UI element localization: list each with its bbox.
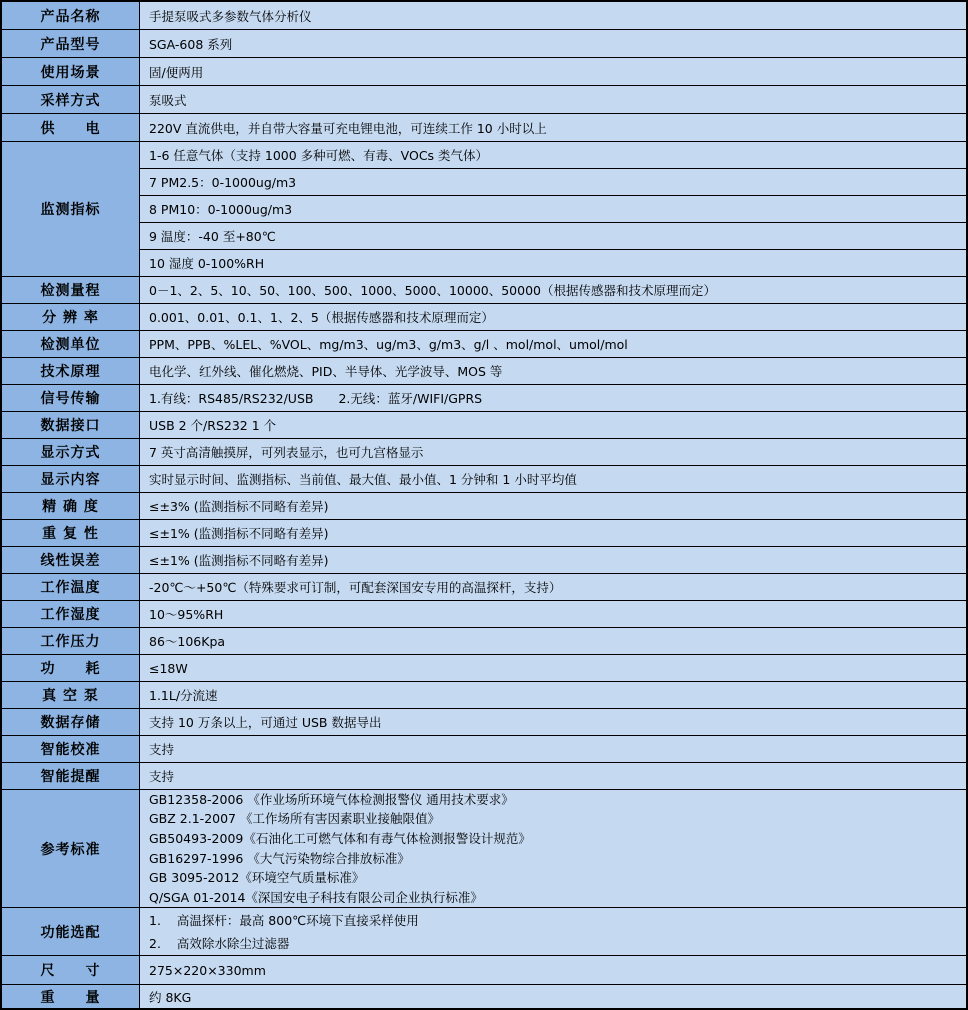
row-value: 7 英寸高清触摸屏，可列表显示，也可九宫格显示 <box>140 439 966 465</box>
standard-item: GB 3095-2012《环境空气质量标准》 <box>149 870 365 886</box>
row-label: 数据存储 <box>2 709 140 735</box>
indicator-item: 7 PM2.5：0-1000ug/m3 <box>140 169 966 196</box>
row-label: 采样方式 <box>2 86 140 113</box>
row-label: 尺 寸 <box>2 956 140 984</box>
row-value: 10～95%RH <box>140 601 966 627</box>
row-label: 技术原理 <box>2 358 140 384</box>
row-label: 线性误差 <box>2 547 140 573</box>
row-value-group <box>140 142 966 276</box>
spec-row-monitor-indicators <box>2 142 966 277</box>
indicator-item: 1-6 任意气体（支持 1000 多种可燃、有毒、VOCs 类气体） <box>140 142 966 169</box>
standard-item: GB16297-1996 《大气污染物综合排放标准》 <box>149 850 410 866</box>
spec-row-power-supply <box>2 114 966 142</box>
row-label: 检测量程 <box>2 277 140 303</box>
spec-row-data-port <box>2 412 966 439</box>
row-label: 智能校准 <box>2 736 140 762</box>
spec-row-work-temp <box>2 574 966 601</box>
row-label: 真 空 泵 <box>2 682 140 708</box>
spec-row-optional-features <box>2 908 966 956</box>
indicator-item: 8 PM10：0-1000ug/m3 <box>140 196 966 223</box>
row-value: 固/便两用 <box>140 58 966 85</box>
spec-row-smart-calibration <box>2 736 966 763</box>
row-label: 精 确 度 <box>2 493 140 519</box>
row-value: 实时显示时间、监测指标、当前值、最大值、最小值、1 分钟和 1 小时平均值 <box>140 466 966 492</box>
row-value: USB 2 个/RS232 1 个 <box>140 412 966 438</box>
spec-row-sampling <box>2 86 966 114</box>
spec-row-linearity <box>2 547 966 574</box>
row-label: 重 复 性 <box>2 520 140 546</box>
row-label: 工作湿度 <box>2 601 140 627</box>
row-label: 检测单位 <box>2 331 140 357</box>
standard-item: GB12358-2006 《作业场所环境气体检测报警仪 通用技术要求》 <box>149 791 514 807</box>
row-value-group <box>140 790 966 907</box>
spec-row-repeatability <box>2 520 966 547</box>
row-label: 信号传输 <box>2 385 140 411</box>
spec-row-power-consumption <box>2 655 966 682</box>
spec-row-resolution <box>2 304 966 331</box>
option-item: 1. 高温探杆：最高 800℃环境下直接采样使用 <box>149 912 419 928</box>
row-value: PPM、PPB、%LEL、%VOL、mg/m3、ug/m3、g/m3、g/l 、mol/mol、umol/mol <box>140 331 966 357</box>
row-label: 功 耗 <box>2 655 140 681</box>
spec-row-data-storage <box>2 709 966 736</box>
row-value: 275×220×330mm <box>140 956 966 984</box>
standard-item: GBZ 2.1-2007 《工作场所有害因素职业接触限值》 <box>149 811 440 827</box>
row-label: 显示方式 <box>2 439 140 465</box>
row-value: 0.001、0.01、0.1、1、2、5（根据传感器和技术原理而定） <box>140 304 966 330</box>
standard-item: GB50493-2009《石油化工可燃气体和有毒气体检测报警设计规范》 <box>149 830 531 846</box>
spec-row-principle <box>2 358 966 385</box>
row-label: 功能选配 <box>2 908 140 955</box>
row-value: 1.有线：RS485/RS232/USB 2.无线：蓝牙/WIFI/GPRS <box>140 385 966 411</box>
row-value: 电化学、红外线、催化燃烧、PID、半导体、光学波导、MOS 等 <box>140 358 966 384</box>
indicator-item: 9 温度：-40 至+80℃ <box>140 223 966 250</box>
row-value: 220V 直流供电，并自带大容量可充电锂电池，可连续工作 10 小时以上 <box>140 114 966 141</box>
row-label: 工作压力 <box>2 628 140 654</box>
row-label: 产品名称 <box>2 2 140 29</box>
spec-row-units <box>2 331 966 358</box>
row-label: 参考标准 <box>2 790 140 907</box>
row-value: 支持 10 万条以上，可通过 USB 数据导出 <box>140 709 966 735</box>
indicator-item: 10 湿度 0-100%RH <box>149 256 265 271</box>
row-value: 86～106Kpa <box>140 628 966 654</box>
row-label: 显示内容 <box>2 466 140 492</box>
spec-row-model <box>2 30 966 58</box>
row-label: 供 电 <box>2 114 140 141</box>
row-label: 使用场景 <box>2 58 140 85</box>
row-value: 0－1、2、5、10、50、100、500、1000、5000、10000、50000（根据传感器和技术原理而定） <box>140 277 966 303</box>
spec-row-reference-standards <box>2 790 966 908</box>
spec-row-work-pressure <box>2 628 966 655</box>
spec-row-display-mode <box>2 439 966 466</box>
row-value: -20℃～+50℃（特殊要求可订制，可配套深国安专用的高温探杆，支持） <box>140 574 966 600</box>
row-value: 支持 <box>140 763 966 789</box>
row-value: ≤±1% (监测指标不同略有差异) <box>140 520 966 546</box>
row-value: 手提泵吸式多参数气体分析仪 <box>140 2 966 29</box>
row-label: 数据接口 <box>2 412 140 438</box>
row-value: 约 8KG <box>140 985 966 1008</box>
row-label: 监测指标 <box>2 142 140 276</box>
spec-row-dimensions <box>2 956 966 985</box>
spec-row-signal <box>2 385 966 412</box>
option-item: 2. 高效除水除尘过滤器 <box>149 935 290 951</box>
row-value-group <box>140 908 966 955</box>
row-value: SGA-608 系列 <box>140 30 966 57</box>
spec-row-vacuum-pump <box>2 682 966 709</box>
spec-row-weight <box>2 985 966 1008</box>
spec-row-smart-reminder <box>2 763 966 790</box>
row-label: 智能提醒 <box>2 763 140 789</box>
row-value: ≤±1% (监测指标不同略有差异) <box>140 547 966 573</box>
row-value: 泵吸式 <box>140 86 966 113</box>
row-label: 工作温度 <box>2 574 140 600</box>
row-label: 分 辨 率 <box>2 304 140 330</box>
spec-row-accuracy <box>2 493 966 520</box>
spec-row-usage-scene <box>2 58 966 86</box>
spec-row-display-content <box>2 466 966 493</box>
row-label: 产品型号 <box>2 30 140 57</box>
spec-row-product-name <box>2 2 966 30</box>
row-label: 重 量 <box>2 985 140 1008</box>
spec-row-range <box>2 277 966 304</box>
row-value: ≤18W <box>140 655 966 681</box>
spec-row-work-humidity <box>2 601 966 628</box>
row-value: ≤±3% (监测指标不同略有差异) <box>140 493 966 519</box>
row-value: 支持 <box>140 736 966 762</box>
row-value: 1.1L/分流速 <box>140 682 966 708</box>
standard-item: Q/SGA 01-2014《深国安电子科技有限公司企业执行标准》 <box>149 889 483 905</box>
